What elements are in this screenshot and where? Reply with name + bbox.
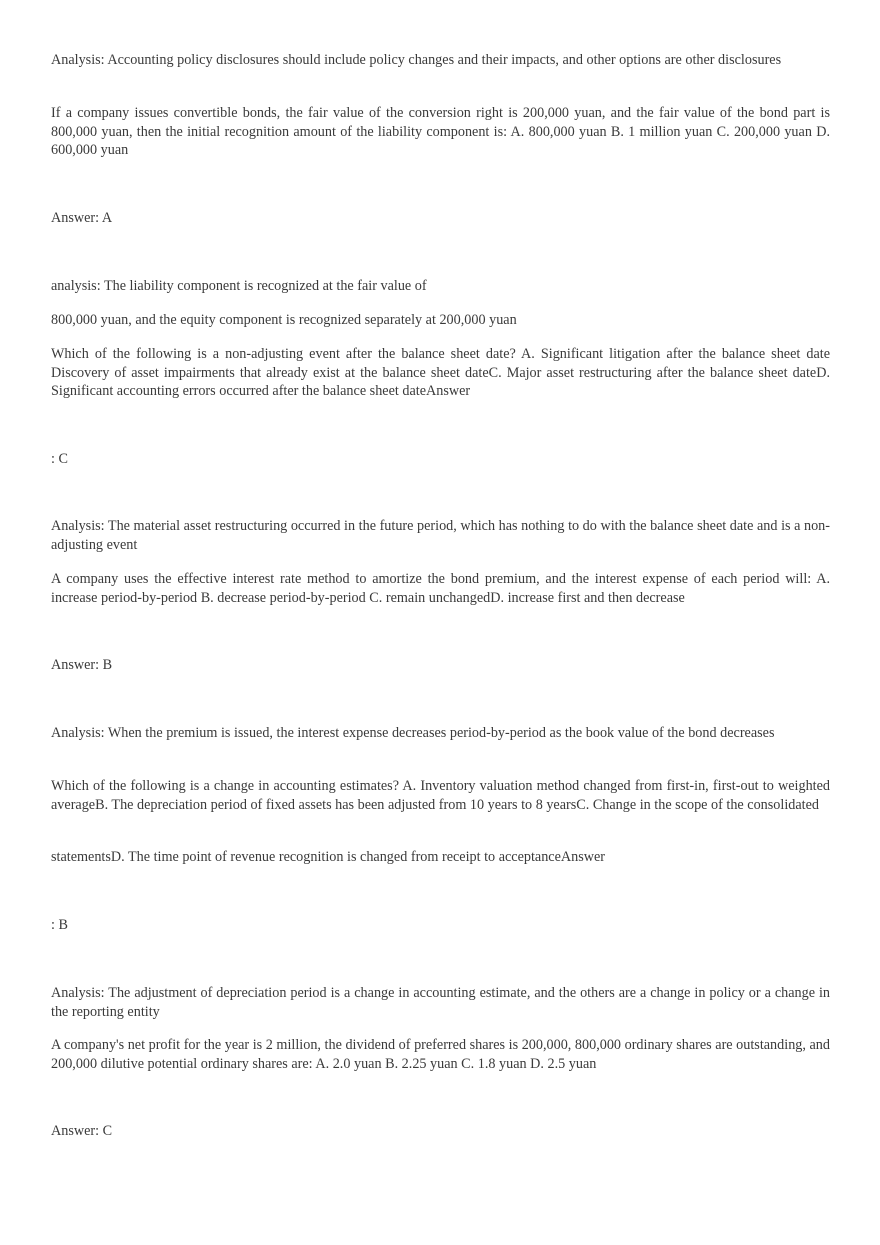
answer-paragraph: Answer: A	[51, 210, 113, 226]
analysis-paragraph: Analysis: The adjustment of depreciation period is a change in accounting estimate, and the others are a change in policy or a change in the reporting entity	[51, 985, 830, 1020]
analysis-continuation-paragraph: 800,000 yuan, and the equity component is recognized separately at 200,000 yuan	[51, 312, 517, 328]
question-paragraph: A company's net profit for the year is 2 million, the dividend of preferred shares is 200,000, 800,000 ordinary shares are outstanding, and 200,000 dilutive potential ordinary shares are: A. 2.0 yuan B. 2.25 yuan C. 1.8 yuan D. 2.5 yuan	[51, 1037, 830, 1072]
answer-paragraph: Answer: C	[51, 1123, 113, 1139]
analysis-paragraph: Analysis: When the premium is issued, the interest expense decreases period-by-period as the book value of the bond decreases	[51, 725, 775, 741]
analysis-paragraph: analysis: The liability component is recognized at the fair value of	[51, 278, 427, 294]
answer-paragraph: : B	[51, 917, 68, 933]
analysis-paragraph: Analysis: The material asset restructuring occurred in the future period, which has nothing to do with the balance sheet date and is a non-adjusting event	[51, 518, 830, 553]
answer-paragraph: Answer: B	[51, 657, 113, 673]
question-continuation-paragraph: statementsD. The time point of revenue recognition is changed from receipt to acceptanceAnswer	[51, 849, 606, 865]
question-paragraph: Which of the following is a non-adjusting event after the balance sheet date? A. Significant litigation after the balance sheet date Discovery of asset impairments that already exist at the balance sheet dateC. Major asset restructuring after the balance sheet dateD. Significant accounting errors occurred after the balance sheet dateAnswer	[51, 346, 830, 399]
question-paragraph: A company uses the effective interest rate method to amortize the bond premium, and the interest expense of each period will: A. increase period-by-period B. decrease period-by-period C. remain unchangedD. increase first and then decrease	[51, 571, 830, 606]
analysis-paragraph: Analysis: Accounting policy disclosures should include policy changes and their impacts, and other options are other disclosures	[51, 52, 782, 68]
answer-paragraph: : C	[51, 451, 68, 467]
question-paragraph: If a company issues convertible bonds, the fair value of the conversion right is 200,000 yuan, and the fair value of the bond part is 800,000 yuan, then the initial recognition amount of the liability component is: A. 800,000 yuan B. 1 million yuan C. 200,000 yuan D. 600,000 yuan	[51, 105, 830, 158]
question-paragraph: Which of the following is a change in accounting estimates? A. Inventory valuation method changed from first-in, first-out to weighted averageB. The depreciation period of fixed assets has been adjusted from 10 years to 8 yearsC. Change in the scope of the consolidated	[51, 778, 830, 813]
